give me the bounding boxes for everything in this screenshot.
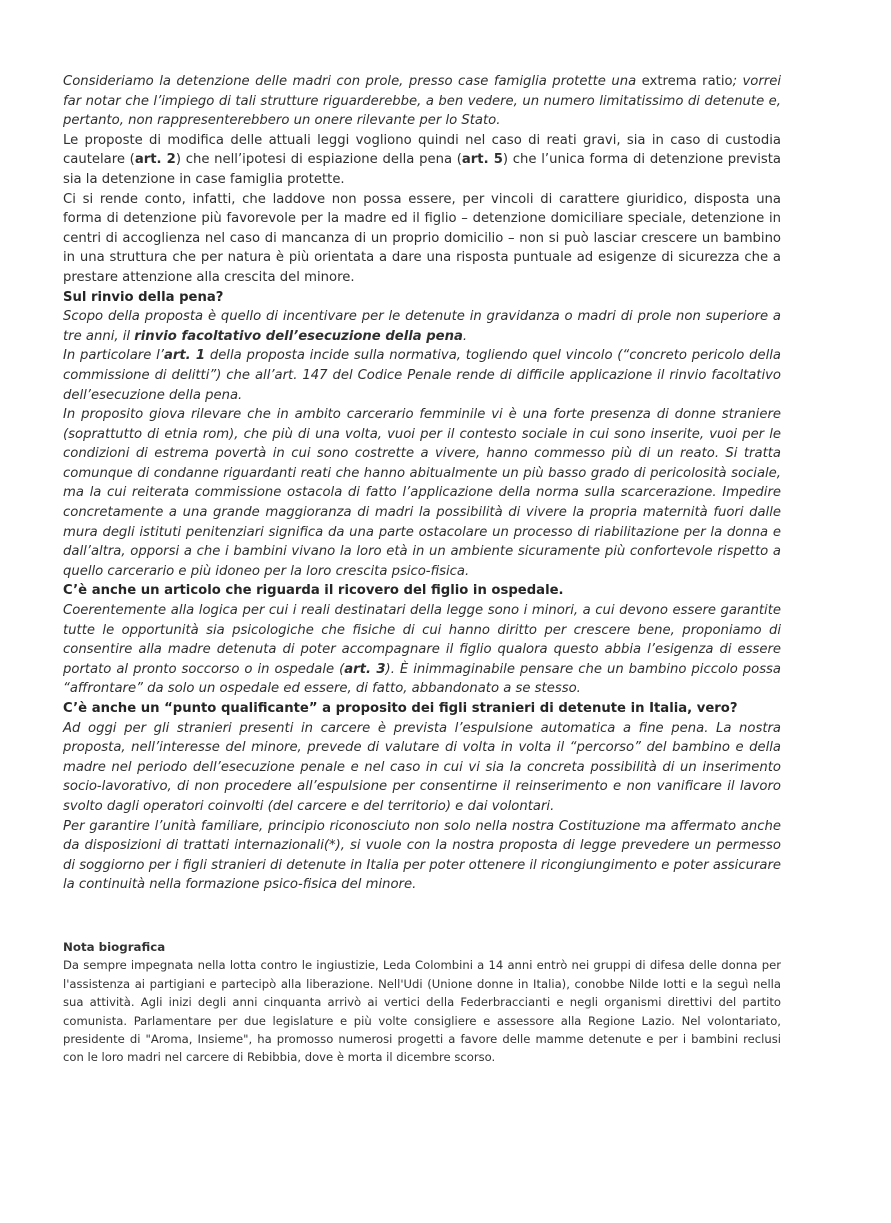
text: della proposta incide sulla normativa, togliendo quel vincolo (“concreto pericolo della commissione di delitti”) che all’art. 147 del Codice Penale rende di difficile applicazione il rinvio facoltativo dell’esecuzione della pena. xyxy=(63,348,782,403)
text: ) che l’unica forma di detenzione prevista sia la detenzione in case famiglia protette. xyxy=(63,152,781,187)
article-body xyxy=(63,72,781,895)
article-ref: art. 3 xyxy=(344,661,386,677)
question-figli-stranieri: C’è anche un “punto qualificante” a proposito dei figli stranieri di detenute in Italia, vero? xyxy=(63,701,738,716)
text: Scopo della proposta è quello di incentivare per le detenute in gravidanza o madri di prole non superiore a tre anni, il xyxy=(63,309,781,344)
text: Le proposte di modifica delle attuali leggi vogliono quindi nel caso di reati gravi, sia in caso di custodia cautelare ( xyxy=(63,132,781,168)
article-ref: art. 5 xyxy=(461,152,503,168)
paragraph-ospedale xyxy=(63,601,781,699)
text-extrema-ratio: extrema ratio xyxy=(641,74,733,89)
text: ). È inimmaginabile pensare che un bambino piccolo possa “affrontare” da solo un ospedale ed essere, di fatto, abbandonato a se stesso. xyxy=(63,661,782,697)
bio-text: Da sempre impegnata nella lotta contro le ingiustizie, Leda Colombini a 14 anni entrò nei gruppi di difesa delle donna per l'assistenza ai partigiani e partecipò alla liberazione. Nell'Udi (Unione donne in Italia), conobbe Nilde Iotti e la seguì nella sua attività. Agli inizi degli anni cinquanta arrivò ai vertici della Federbraccianti e negli organismi direttivi del partito comunista. Parlamentare per due legislature e più volte consigliere e assessore alla Regione Lazio. Nel volontariato, presidente di "Aroma, Insieme", ha promosso numerosi progetti a favore delle mamme detenute e per i bambini reclusi con le loro madri nel carcere di Rebibbia, dove è morta il dicembre scorso. xyxy=(63,958,781,1065)
paragraph-art1 xyxy=(63,346,781,405)
paragraph-unita-familiare: Per garantire l’unità familiare, principio riconosciuto non solo nella nostra Costituzione ma affermato anche da disposizioni di trattati internazionali(*), si vuole con la nostra proposta di legge prevedere un permesso di soggiorno per i figli stranieri di detenute in Italia per poter ottenere il ricongiungimento e poter assicurare la continuità nella formazione psico-fisica del minore. xyxy=(63,818,781,893)
paragraph-scopo xyxy=(63,307,781,346)
article-ref: art. 1 xyxy=(163,348,206,364)
text: In particolare l’ xyxy=(63,348,164,364)
paragraph-proposte-modifica xyxy=(63,131,781,190)
text: . xyxy=(462,328,468,344)
text: Coerentemente alla logica per cui i reali destinatari della legge sono i minori, a cui devono essere garantite tutte le opportunità sia psicologiche che fisiche di cui hanno diritto per crescere bene, proponiamo di consentire alla madre detenuta di poter accompagnare il figlio qualora questo abbia l’esigenza di essere portato al pronto soccorso o in ospedale ( xyxy=(63,603,781,677)
text-bold: rinvio facoltativo dell’esecuzione della pena xyxy=(134,328,463,344)
paragraph-vincoli: Ci si rende conto, infatti, che laddove non possa essere, per vincoli di carattere giuridico, disposta una forma di detenzione più favorevole per la madre ed il figlio – detenzione domiciliare speciale, detenzione in centri di accoglienza nel caso di mancanza di un proprio domicilio – non si può lasciar crescere un bambino in una struttura che per natura è più orientata a dare una risposta puntuale ad esigenze di sicurezza che a prestare attenzione alla crescita del minore. xyxy=(63,191,781,285)
text: ) che nell’ipotesi di espiazione della pena ( xyxy=(175,152,462,168)
question-ricovero: C’è anche un articolo che riguarda il ricovero del figlio in ospedale. xyxy=(63,583,564,599)
paragraph-case-famiglia xyxy=(63,72,781,131)
paragraph-espulsione: Ad oggi per gli stranieri presenti in carcere è prevista l’espulsione automatica a fine pena. La nostra proposta, nell’interesse del minore, prevede di valutare di volta in volta il “percorso” del bambino e della madre nel periodo dell’esecuzione penale e nel caso in cui vi sia la concreta possibilità di un inserimento socio-lavorativo, di non procedere all’espulsione per consentirne il reinserimento e non vanificare il lavoro svolto dagli operatori coinvolti (del carcere e del territorio) e dai volontari. xyxy=(63,720,781,814)
article-ref: art. 2 xyxy=(134,152,176,168)
text: Consideriamo la detenzione delle madri con prole, presso case famiglia protette una xyxy=(63,74,637,89)
bio-section xyxy=(63,938,781,1067)
question-rinvio-pena: Sul rinvio della pena? xyxy=(63,289,224,305)
bio-title: Nota biografica xyxy=(63,940,166,954)
text: ; vorrei far notar che l’impiego di tali strutture riguarderebbe, a ben vedere, un numero limitatissimo di detenute e, pertanto, non rappresenterebbero un onere rilevante per lo Stato. xyxy=(63,74,781,129)
paragraph-donne-straniere: In proposito giova rilevare che in ambito carcerario femminile vi è una forte presenza di donne straniere (soprattutto di etnia rom), che più di una volta, vuoi per il contesto sociale in cui sono inserite, vuoi per le condizioni di estrema povertà in cui sono costrette a vivere, hanno commesso più di un reato. Si tratta comunque di condanne riguardanti reati che hanno abitualmente un più basso grado di pericolosità sociale, ma la cui reiterata commissione ostacola di fatto l’applicazione della norma sulla scarcerazione. Impedire concretamente a una grande maggioranza di madri la possibilità di vivere la propria maternità fuori dalle mura degli istituti penitenziari significa da una parte ostacolare un processo di riabilitazione per la donna e dall’altra, opporsi a che i bambini vivano la loro età in un ambiente sicuramente più confortevole rispetto a quello carcerario e più idoneo per la loro crescita psico-fisica. xyxy=(63,407,781,579)
